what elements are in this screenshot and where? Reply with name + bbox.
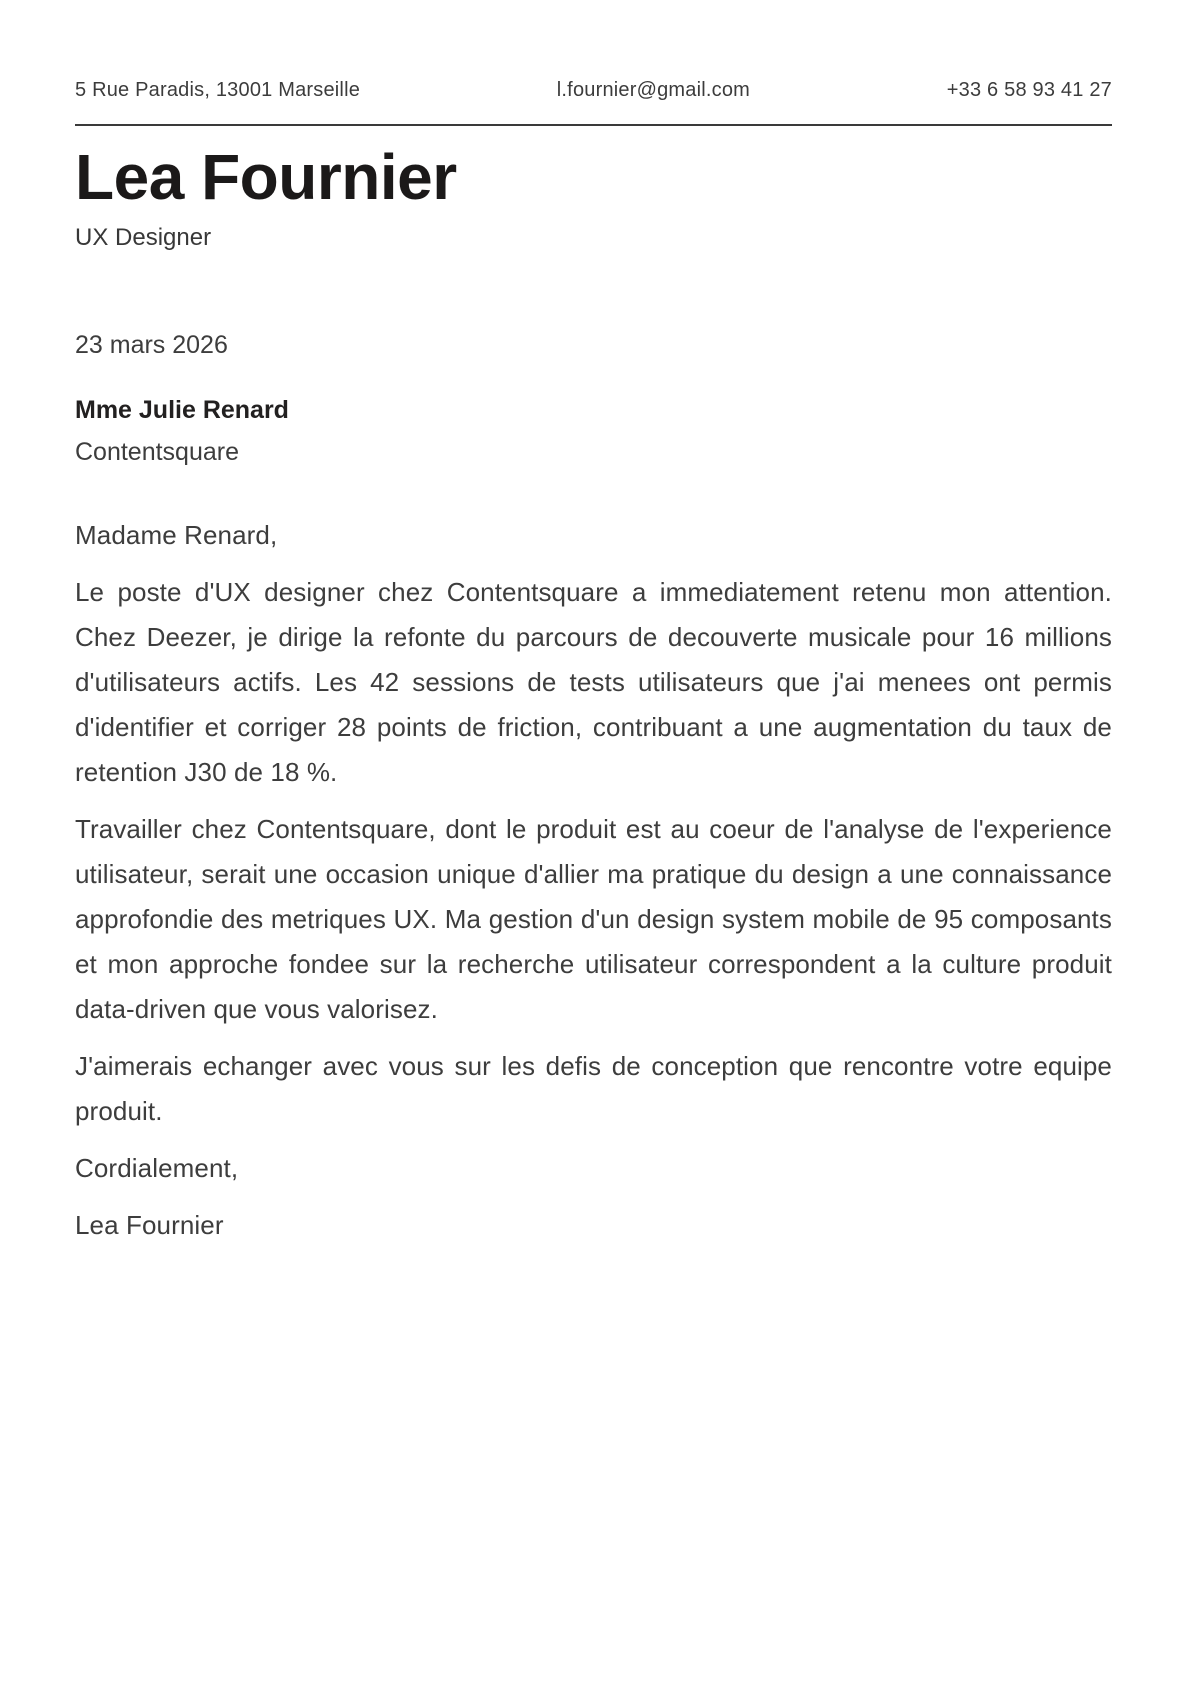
recipient-company: Contentsquare [75, 438, 240, 467]
letter-content [75, 329, 1112, 1249]
letter-body [75, 513, 1112, 1248]
signature: Lea Fournier [75, 1210, 224, 1241]
header-divider [75, 124, 1112, 126]
recipient-block [75, 389, 1112, 473]
letter-header [75, 78, 1112, 253]
letter-date: 23 mars 2026 [75, 330, 228, 359]
contact-row [75, 78, 1112, 102]
contact-phone: +33 6 58 93 41 27 [946, 79, 1112, 101]
salutation: Madame Renard, [75, 520, 278, 551]
paragraph-1: Le poste d'UX designer chez Contentsquare a immediatement retenu mon attention. Chez Deezer, je dirige la refonte du parcours de decouverte musicale pour 16 millions d'utilisateurs actifs. Les 42 sessions de tests utilisateurs que j'ai menees ont permis d'identifier et corriger 28 points de friction, contribuant a une augmentation du taux de retention J30 de 18 %. [75, 577, 1112, 788]
page-subtitle: UX Designer [75, 223, 212, 251]
page-title: Lea Fournier [75, 141, 457, 213]
paragraph-3: J'aimerais echanger avec vous sur les defis de conception que rencontre votre equipe produit. [75, 1051, 1112, 1127]
recipient-name: Mme Julie Renard [75, 396, 289, 425]
paragraph-2: Travailler chez Contentsquare, dont le produit est au coeur de l'analyse de l'experience utilisateur, serait une occasion unique d'allier ma pratique du design a une connaissance approfondie des metriques UX. Ma gestion d'un design system mobile de 95 composants et mon approche fondee sur la recherche utilisateur correspondent a la culture produit data-driven que vous valorisez. [75, 814, 1112, 1025]
contact-address: 5 Rue Paradis, 13001 Marseille [75, 79, 361, 101]
contact-email: l.fournier@gmail.com [556, 79, 751, 101]
closing: Cordialement, [75, 1153, 239, 1184]
